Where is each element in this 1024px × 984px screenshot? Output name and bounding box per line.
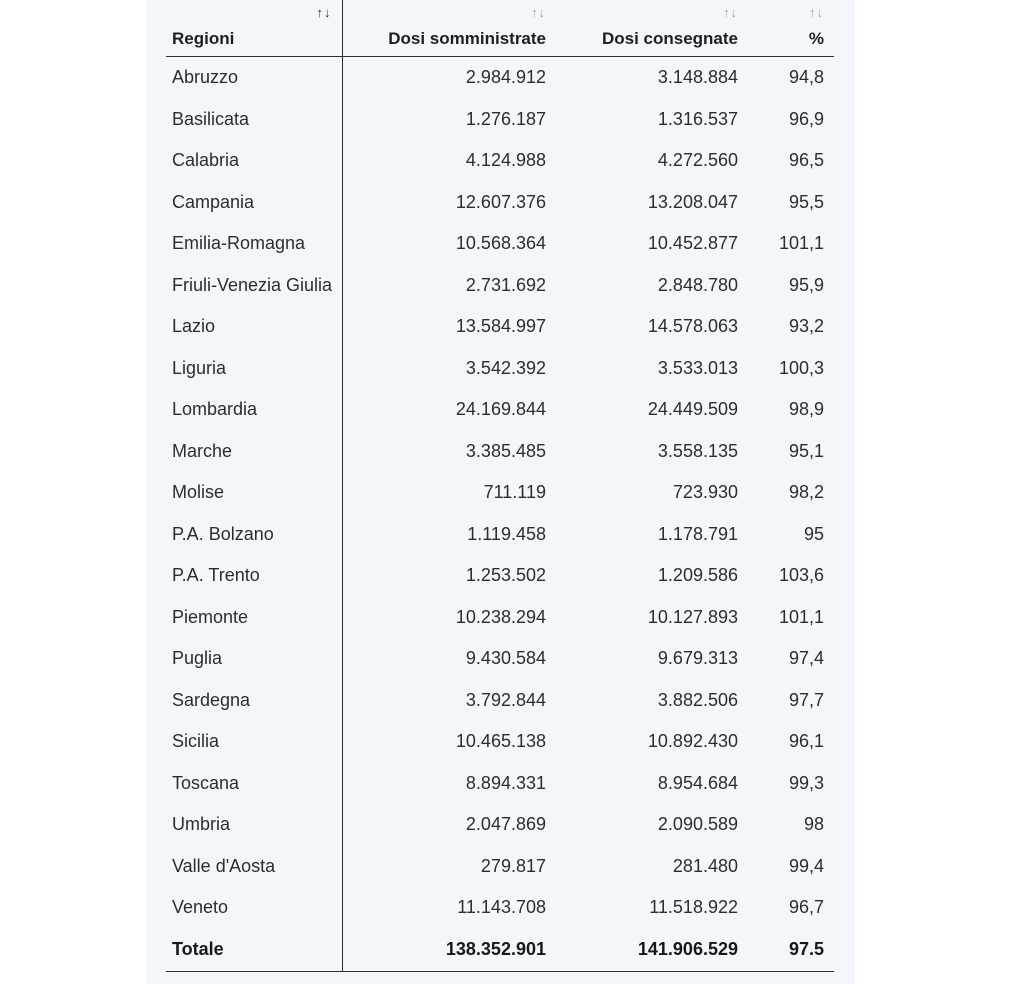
cell-delivered: 3.558.135 (657, 440, 738, 461)
table-row (166, 804, 834, 846)
table-row (166, 763, 834, 805)
table-row (166, 887, 834, 929)
cell-administered: 9.430.584 (465, 648, 546, 669)
cell-administered: 3.792.844 (465, 689, 546, 710)
cell-region: Friuli-Venezia Giulia (166, 265, 342, 307)
cell-administered: 1.276.187 (465, 108, 546, 129)
cell-percent: 99,3 (788, 772, 824, 793)
cell-delivered: 11.518.922 (649, 897, 738, 918)
total-row (166, 929, 834, 972)
cell-delivered: 10.127.893 (647, 606, 738, 627)
table-header (166, 0, 834, 57)
cell-region: Calabria (166, 140, 342, 182)
column-header-dosi-consegnate[interactable] (556, 0, 748, 57)
cell-percent: 96,5 (788, 150, 824, 171)
column-label-percent: % (808, 29, 824, 48)
table-row (166, 514, 834, 556)
table-row (166, 223, 834, 265)
table-row (166, 597, 834, 639)
table-row (166, 846, 834, 888)
cell-administered: 279.817 (480, 855, 546, 876)
cell-administered: 2.731.692 (465, 274, 546, 295)
sort-icon[interactable]: ↑↓ (723, 5, 738, 20)
cell-region: Toscana (166, 763, 342, 805)
table-row (166, 555, 834, 597)
cell-percent: 93,2 (788, 316, 824, 337)
cell-administered: 13.584.997 (455, 316, 546, 337)
cell-delivered: 1.178.791 (657, 523, 738, 544)
table-row (166, 721, 834, 763)
cell-administered: 11.143.708 (457, 897, 546, 918)
vaccine-doses-table (166, 0, 834, 972)
cell-delivered: 723.930 (672, 482, 738, 503)
cell-percent: 100,3 (778, 357, 824, 378)
cell-delivered: 8.954.684 (657, 772, 738, 793)
total-delivered: 141.906.529 (556, 929, 748, 972)
cell-percent: 99,4 (788, 855, 824, 876)
cell-percent: 96,7 (788, 897, 824, 918)
column-label-dosi-consegnate: Dosi consegnate (601, 29, 738, 48)
cell-percent: 103,6 (778, 565, 824, 586)
column-header-regioni[interactable] (166, 0, 342, 57)
cell-administered: 10.238.294 (455, 606, 546, 627)
cell-delivered: 10.892.430 (647, 731, 738, 752)
cell-region: Valle d'Aosta (166, 846, 342, 888)
table-body (166, 57, 834, 972)
table-row (166, 348, 834, 390)
cell-region: P.A. Bolzano (166, 514, 342, 556)
header-row (166, 0, 834, 57)
cell-percent: 97,4 (788, 648, 824, 669)
cell-region: Molise (166, 472, 342, 514)
cell-administered: 1.119.458 (467, 523, 546, 544)
total-percent: 97.5 (748, 929, 834, 972)
cell-region: Lazio (166, 306, 342, 348)
cell-percent: 98 (803, 814, 824, 835)
table-row (166, 140, 834, 182)
cell-administered: 10.568.364 (455, 233, 546, 254)
cell-delivered: 2.090.589 (657, 814, 738, 835)
cell-region: P.A. Trento (166, 555, 342, 597)
cell-percent: 101,1 (778, 233, 824, 254)
cell-administered: 10.465.138 (455, 731, 546, 752)
cell-administered: 3.542.392 (465, 357, 546, 378)
column-label-dosi-somministrate: Dosi somministrate (388, 29, 546, 48)
cell-delivered: 1.316.537 (657, 108, 738, 129)
cell-delivered: 10.452.877 (647, 233, 738, 254)
cell-region: Emilia-Romagna (166, 223, 342, 265)
cell-administered: 24.169.844 (455, 399, 546, 420)
cell-percent: 95,5 (788, 191, 824, 212)
column-header-dosi-somministrate[interactable] (342, 0, 556, 57)
table-row (166, 389, 834, 431)
column-label-regioni: Regioni (172, 29, 235, 48)
cell-administered: 1.253.502 (465, 565, 546, 586)
cell-administered: 2.047.869 (465, 814, 546, 835)
cell-administered: 4.124.988 (465, 150, 546, 171)
table-row (166, 638, 834, 680)
cell-delivered: 1.209.586 (657, 565, 738, 586)
cell-region: Basilicata (166, 99, 342, 141)
cell-delivered: 14.578.063 (647, 316, 738, 337)
cell-percent: 98,2 (788, 482, 824, 503)
sort-icon[interactable]: ↑↓ (316, 5, 332, 20)
cell-administered: 12.607.376 (455, 191, 546, 212)
cell-delivered: 9.679.313 (657, 648, 738, 669)
sort-icon[interactable]: ↑↓ (531, 5, 546, 20)
cell-region: Piemonte (166, 597, 342, 639)
cell-region: Umbria (166, 804, 342, 846)
table-row (166, 431, 834, 473)
cell-percent: 95,1 (788, 440, 824, 461)
cell-administered: 8.894.331 (465, 772, 546, 793)
cell-delivered: 3.882.506 (657, 689, 738, 710)
total-label: Totale (166, 929, 342, 972)
cell-region: Marche (166, 431, 342, 473)
table-row (166, 472, 834, 514)
cell-delivered: 2.848.780 (657, 274, 738, 295)
table-row (166, 99, 834, 141)
cell-percent: 101,1 (778, 606, 824, 627)
cell-delivered: 13.208.047 (647, 191, 738, 212)
cell-administered: 2.984.912 (465, 67, 546, 88)
total-administered: 138.352.901 (342, 929, 556, 972)
cell-percent: 98,9 (788, 399, 824, 420)
cell-region: Puglia (166, 638, 342, 680)
cell-region: Veneto (166, 887, 342, 929)
cell-percent: 97,7 (788, 689, 824, 710)
table-row (166, 680, 834, 722)
cell-region: Abruzzo (166, 57, 342, 99)
cell-delivered: 3.148.884 (657, 67, 738, 88)
cell-administered: 711.119 (483, 482, 546, 503)
cell-percent: 96,9 (788, 108, 824, 129)
cell-percent: 96,1 (788, 731, 824, 752)
cell-region: Liguria (166, 348, 342, 390)
cell-delivered: 3.533.013 (657, 357, 738, 378)
cell-percent: 95 (803, 523, 824, 544)
cell-delivered: 281.480 (672, 855, 738, 876)
cell-percent: 94,8 (788, 67, 824, 88)
cell-region: Campania (166, 182, 342, 224)
table-row (166, 265, 834, 307)
cell-region: Lombardia (166, 389, 342, 431)
table-row (166, 182, 834, 224)
cell-administered: 3.385.485 (465, 440, 546, 461)
table-panel (146, 0, 855, 984)
cell-delivered: 24.449.509 (647, 399, 738, 420)
column-header-percent[interactable] (748, 0, 834, 57)
cell-region: Sicilia (166, 721, 342, 763)
cell-delivered: 4.272.560 (657, 150, 738, 171)
table-row (166, 306, 834, 348)
table-row (166, 57, 834, 99)
cell-percent: 95,9 (788, 274, 824, 295)
cell-region: Sardegna (166, 680, 342, 722)
sort-icon[interactable]: ↑↓ (809, 5, 824, 20)
